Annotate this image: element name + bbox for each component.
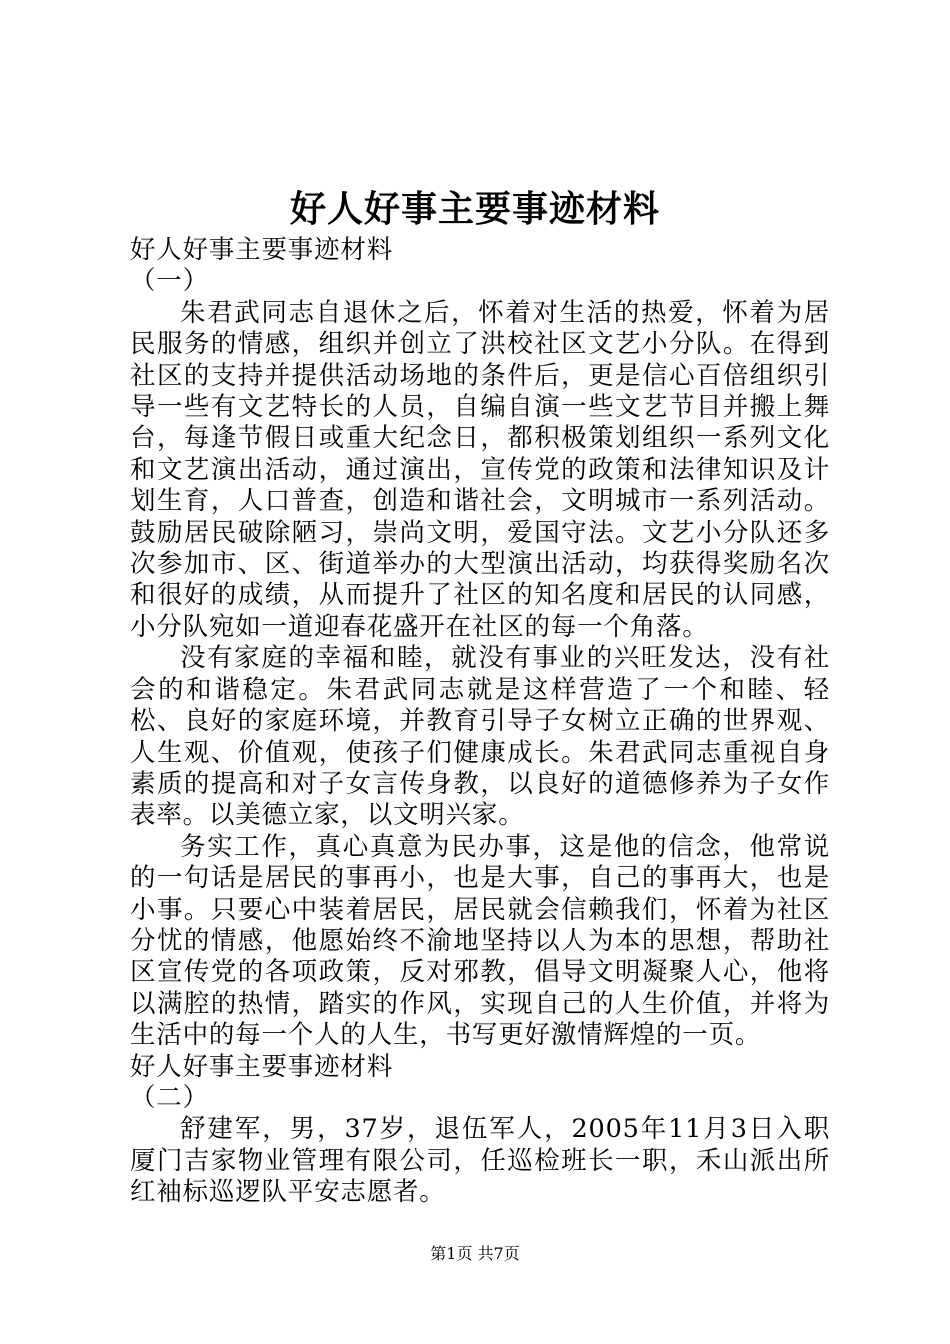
section-2-number: （二） [130,1082,209,1113]
page-footer: 第1页 共7页 [430,1244,520,1263]
section-1-paragraph-2: 没有家庭的幸福和睦，就没有事业的兴旺发达，没有社会的和谐稳定。朱君武同志就是这样营造了一个和睦、轻松、良好的家庭环境，并教育引导子女树立正确的世界观、人生观、价值观，使孩子们健康成长。朱君武同志重视自身素质的提高和对子女言传身教，以良好的道德修养为子女作表率。以美德立家，以文明兴家。 [130,643,830,831]
document-title: 好人好事主要事迹材料 [289,188,660,230]
section-2-paragraph-1: 舒建军，男，37岁，退伍军人，2005年11月3日入职厦门吉家物业管理有限公司，任巡检班长一职，禾山派出所红袖标巡逻队平安志愿者。 [130,1114,830,1208]
section-2-heading: 好人好事主要事迹材料 [130,1051,394,1082]
section-1-heading: 好人好事主要事迹材料 [130,235,394,265]
section-1-number: （一） [130,266,209,297]
section-1-paragraph-1: 朱君武同志自退休之后，怀着对生活的热爱，怀着为居民服务的情感，组织并创立了洪校社区文艺小分队。在得到社区的支持并提供活动场地的条件后，更是信心百倍组织引导一些有文艺特长的人员，自编自演一些文艺节目并搬上舞台，每逢节假日或重大纪念日，都积极策划组织一系列文化和文艺演出活动，通过演出，宣传党的政策和法律知识及计划生育，人口普查，创造和谐社会，文明城市一系列活动。鼓励居民破除陋习，崇尚文明，爱国守法。文艺小分队还多次参加市、区、街道举办的大型演出活动，均获得奖励名次和很好的成绩，从而提升了社区的知名度和居民的认同感，小分队宛如一道迎春花盛开在社区的每一个角落。 [130,297,830,642]
document-body [130,235,830,1209]
section-1-paragraph-3: 务实工作，真心真意为民办事，这是他的信念，他常说的一句话是居民的事再小，也是大事，自己的事再大，也是小事。只要心中装着居民，居民就会信赖我们，怀着为社区分忧的情感，他愿始终不渝地坚持以人为本的思想，帮助社区宣传党的各项政策，反对邪教，倡导文明凝聚人心，他将以满腔的热情，踏实的作风，实现自己的人生价值，并将为生活中的每一个人的人生，书写更好激情辉煌的一页。 [130,831,830,1051]
